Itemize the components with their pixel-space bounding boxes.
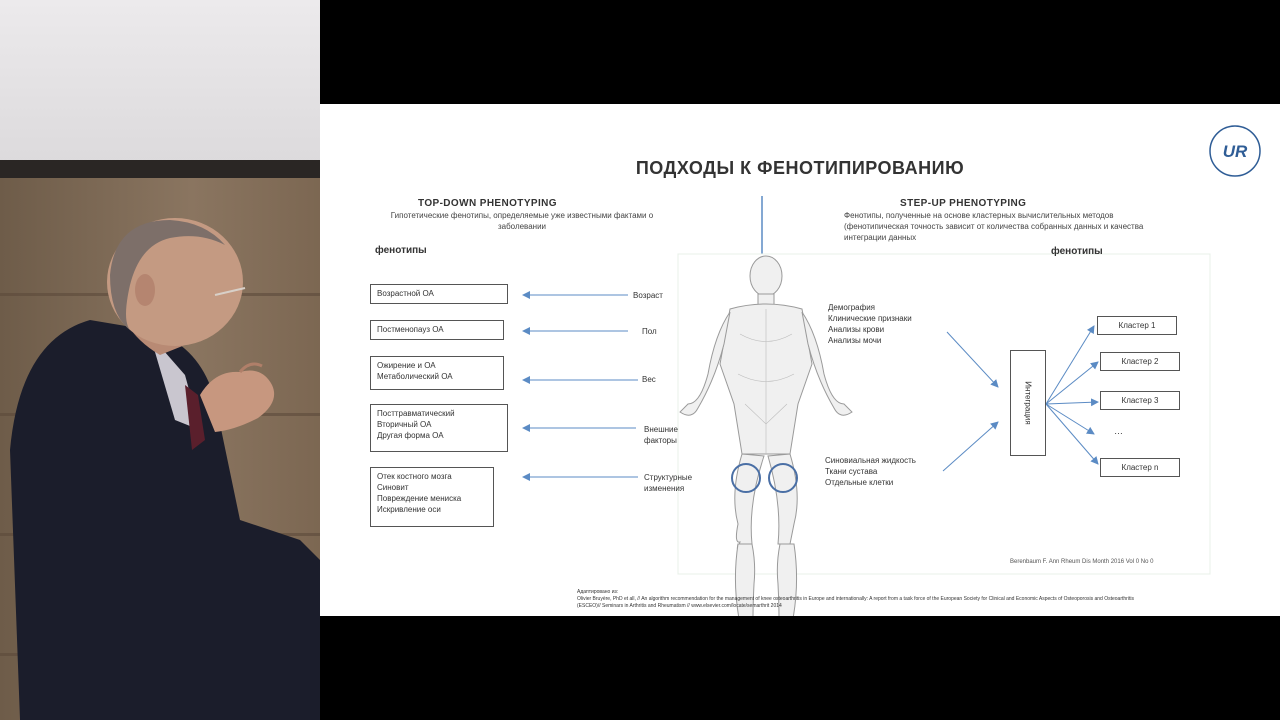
svg-text:UR: UR (1222, 142, 1248, 161)
data-group-1: Демография Клинические признаки Анализы крови Анализы мочи (828, 303, 912, 345)
left-phenotypes-label: фенотипы (375, 245, 427, 256)
phenotype-box: Посттравматический Вторичный ОА Другая форма ОА (370, 404, 508, 452)
data-group-2: Синовиальная жидкость Ткани сустава Отдельные клетки (825, 456, 916, 487)
phenotype-box: Постменопауз ОА (370, 320, 504, 340)
phenotype-box: Отек костного мозга Синовит Повреждение мениска Искривление оси (370, 467, 494, 527)
top-down-heading: TOP-DOWN PHENOTYPING (418, 198, 557, 209)
top-down-description: Гипотетические фенотипы, определяемые уже известными фактами о заболевании (390, 211, 654, 231)
references: Адаптировано из: Olivier Bruyère, PhD et all, // An algorithm recommendation for the management of knee osteoarthritis in Europe and internationally: A report from a task force of the European Society for Clinical and Economic Aspects of Osteoporosis and Osteoarthritis (ESCEO)// Seminars in Arthritis and Rheumatism // www.elsevier.com/locate/semarthrit 2014 (577, 589, 1134, 609)
step-up-heading: STEP-UP PHENOTYPING (900, 198, 1027, 209)
factor-label: Пол (642, 327, 657, 336)
phenotype-box: Возрастной ОА (370, 284, 508, 304)
source-citation: Berenbaum F. Ann Rheum Dis Month 2016 Vol 0 No 0 (1010, 559, 1154, 565)
cluster-box: Кластер 1 (1097, 316, 1177, 335)
speaker-silhouette (0, 0, 320, 720)
factor-label: Внешние факторы (644, 425, 678, 445)
cluster-box: Кластер n (1100, 458, 1180, 477)
factor-label: Структурные изменения (644, 473, 693, 493)
phenotype-box: Ожирение и ОА Метаболический ОА (370, 356, 504, 390)
integration-box: Интеграция (1010, 350, 1046, 456)
presentation-slide (320, 104, 1280, 616)
cluster-ellipsis: … (1114, 426, 1123, 436)
factor-label: Вес (642, 375, 656, 384)
slide-title: ПОДХОДЫ К ФЕНОТИПИРОВАНИЮ (635, 158, 965, 178)
step-up-description: Фенотипы, полученные на основе кластерных вычислительных методов (фенотипическая точность зависит от количества собранных данных и качества интеграции данных (844, 211, 1144, 242)
cluster-box: Кластер 3 (1100, 391, 1180, 410)
camera-view (0, 0, 320, 720)
right-phenotypes-label: фенотипы (1051, 246, 1103, 257)
cluster-box: Кластер 2 (1100, 352, 1180, 371)
factor-label: Возраст (633, 291, 663, 300)
